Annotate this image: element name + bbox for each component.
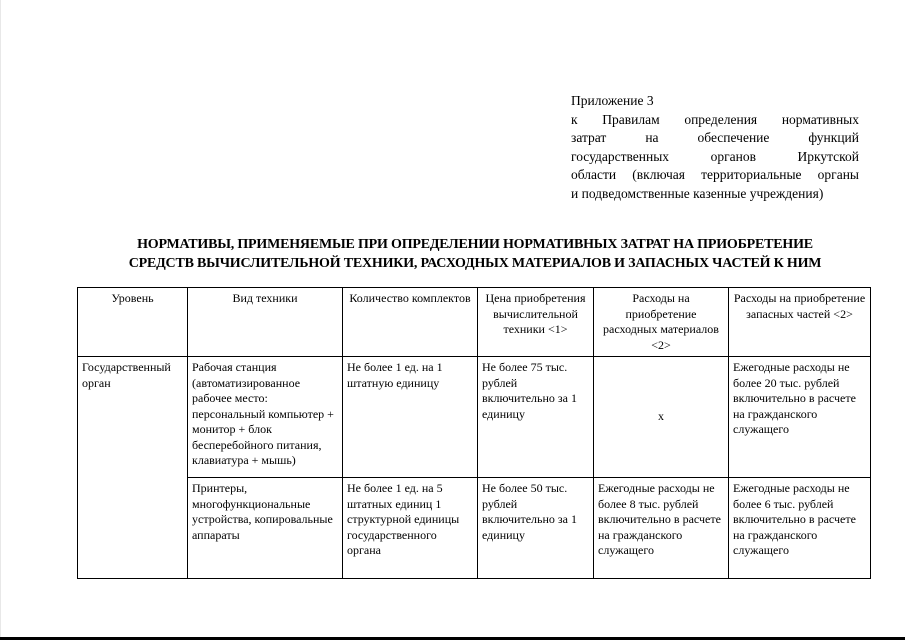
table-header-row bbox=[78, 288, 871, 357]
annex-line: к Правилам определения нормативных bbox=[571, 111, 859, 127]
title-line-2: СРЕДСТВ ВЫЧИСЛИТЕЛЬНОЙ ТЕХНИКИ, РАСХОДНЫХ МАТЕРИАЛОВ И ЗАПАСНЫХ ЧАСТЕЙ К НИМ bbox=[128, 256, 822, 271]
cell-equipment-type: Рабочая станция (автоматизированное рабочее место: персональный компьютер + монитор + блок бесперебойного питания, клавиатура + мышь) bbox=[188, 357, 343, 478]
norms-table bbox=[77, 287, 871, 579]
annex-line: государственных органов Иркутской bbox=[571, 148, 859, 164]
cell-consumables: Ежегодные расходы не более 8 тыс. рублей включительно в расчете на гражданского служащего bbox=[594, 478, 729, 579]
header-price: Цена приобретения вычислительной техники <1> bbox=[478, 288, 594, 357]
document-title bbox=[80, 235, 870, 273]
header-equipment-type: Вид техники bbox=[188, 288, 343, 357]
annex-number: Приложение 3 bbox=[571, 93, 654, 108]
annex-block bbox=[571, 92, 859, 203]
cell-spare-parts: Ежегодные расходы не более 20 тыс. рублей включительно в расчете на гражданского служащего bbox=[729, 357, 871, 478]
cell-quantity: Не более 1 ед. на 1 штатную единицу bbox=[343, 357, 478, 478]
annex-line: затрат на обеспечение функций bbox=[571, 130, 859, 145]
cell-price: Не более 75 тыс. рублей включительно за 1 единицу bbox=[478, 357, 594, 478]
cell-quantity: Не более 1 ед. на 5 штатных единиц 1 структурной единицы государственного органа bbox=[343, 478, 478, 579]
cell-spare-parts: Ежегодные расходы не более 6 тыс. рублей включительно в расчете на гражданского служащего bbox=[729, 478, 871, 579]
table-row bbox=[78, 478, 871, 579]
header-consumables: Расходы на приобретение расходных материалов <2> bbox=[594, 288, 729, 357]
header-quantity: Количество комплектов bbox=[343, 288, 478, 357]
cell-price: Не более 50 тыс. рублей включительно за 1 единицу bbox=[478, 478, 594, 579]
scan-left-edge bbox=[0, 0, 1, 640]
header-level: Уровень bbox=[78, 288, 188, 357]
cell-level: Государственный орган bbox=[78, 357, 188, 579]
cell-consumables: x bbox=[594, 357, 729, 478]
annex-line: и подведомственные казенные учреждения) bbox=[571, 185, 824, 201]
annex-line: области (включая территориальные органы bbox=[571, 167, 859, 182]
title-line-1: НОРМАТИВЫ, ПРИМЕНЯЕМЫЕ ПРИ ОПРЕДЕЛЕНИИ НОРМАТИВНЫХ ЗАТРАТ НА ПРИОБРЕТЕНИЕ bbox=[137, 237, 813, 252]
table-row bbox=[78, 357, 871, 478]
header-spare-parts: Расходы на приобретение запасных частей <2> bbox=[729, 288, 871, 357]
cell-equipment-type: Принтеры, многофункциональные устройства, копировальные аппараты bbox=[188, 478, 343, 579]
